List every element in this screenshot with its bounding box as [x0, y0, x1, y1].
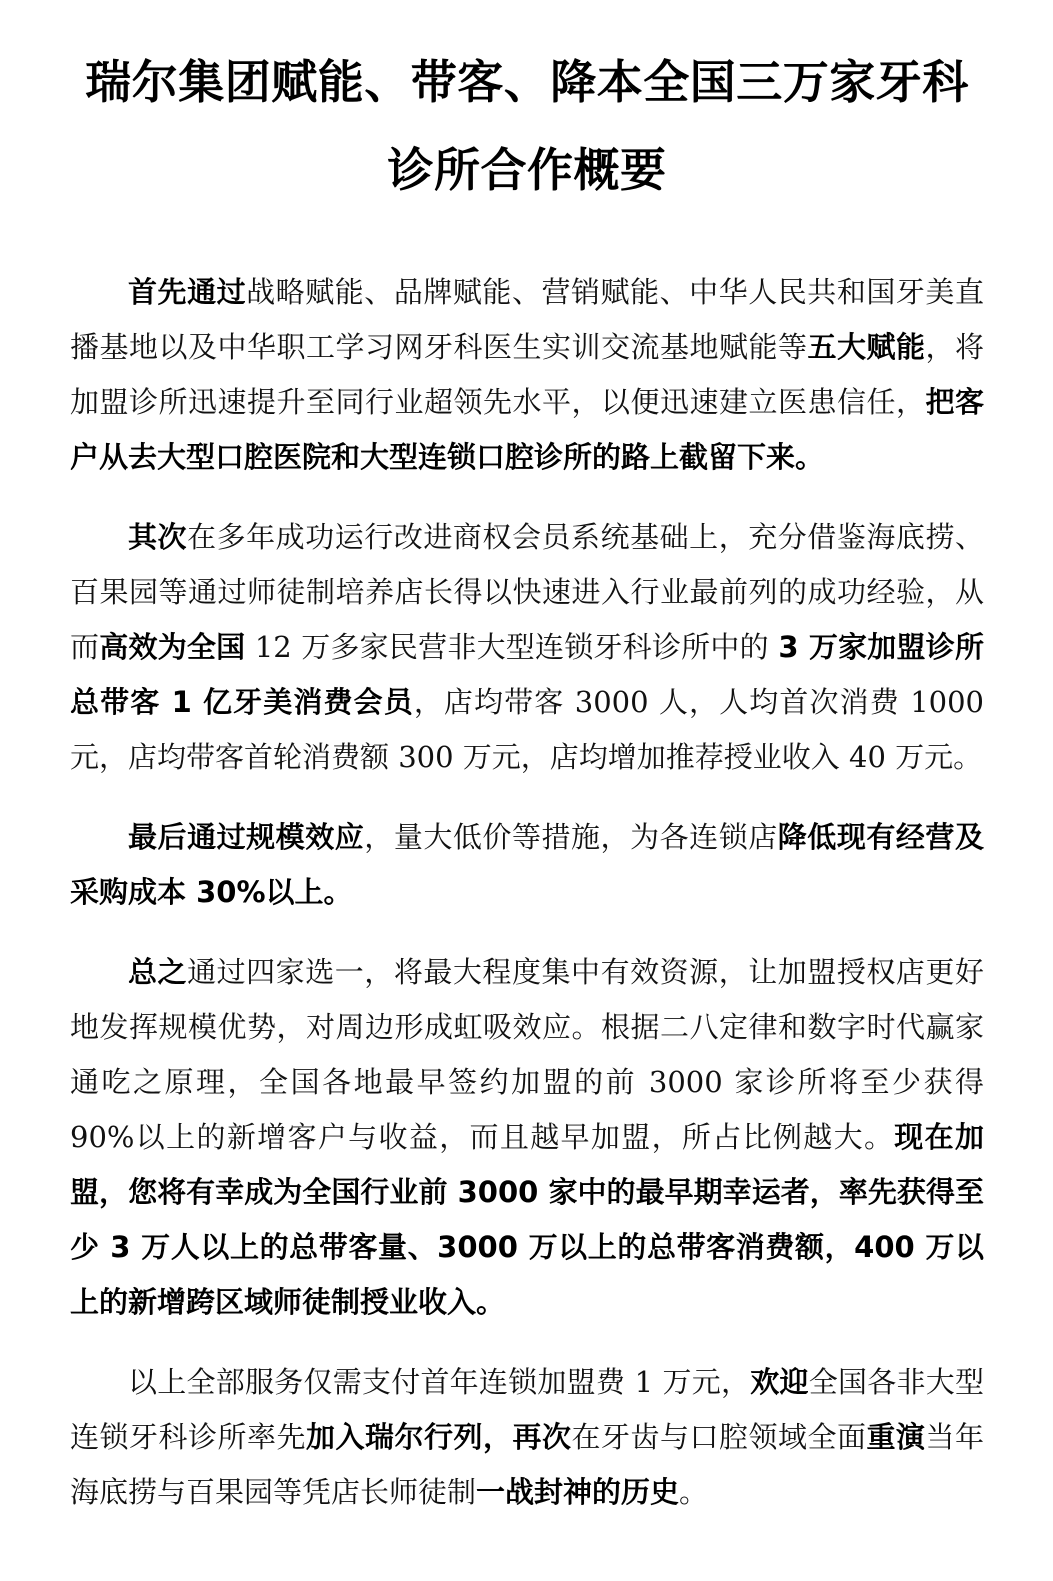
body-text: ，量大低价等措施，为各连锁店 [364, 820, 778, 854]
paragraph-summary [70, 945, 984, 1330]
emphasis-text: 首先通过 [128, 275, 247, 309]
emphasis-text: 最后通过规模效应 [128, 820, 365, 854]
emphasis-text: 高效为全国 [99, 630, 246, 664]
emphasis-text: 总之 [128, 955, 188, 989]
body-text: 12 万多家民营非大型连锁牙科诊所中的 [245, 630, 779, 664]
title-line-1: 瑞尔集团赋能、带客、降本全国三万家牙科 [85, 55, 969, 109]
body-text: 当年海底捞与百果园等凭店长师徒制 [70, 1420, 984, 1509]
paragraph-empowerment [70, 265, 984, 485]
emphasis-text: 一战封神的历史 [476, 1475, 680, 1509]
emphasis-text: 五大赋能 [807, 330, 926, 364]
body-text: 战略赋能、品牌赋能、营销赋能、中华人民共和国牙美直播基地以及中华职工学习网牙科医生实训交流基地赋能等 [70, 275, 984, 364]
emphasis-text: 欢迎 [750, 1365, 809, 1399]
title-line-2: 诊所合作概要 [387, 143, 667, 197]
emphasis-text: 3 万家加盟诊所总带客 1 亿牙美消费会员 [70, 630, 984, 719]
document-title [70, 38, 984, 214]
body-text: ，店均带客 3000 人，人均首次消费 1000 元，店均带客首轮消费额 300 万元，店均增加推荐授业收入 40 万元。 [70, 685, 984, 774]
emphasis-text: 加入瑞尔行列，再次 [305, 1420, 572, 1454]
body-text: 在多年成功运行改进商权会员系统基础上，充分借鉴海底捞、百果园等通过师徒制培养店长得以快速进入行业最前列的成功经验，从而 [70, 520, 984, 664]
emphasis-text: 降低现有经营及采购成本 30%以上。 [70, 820, 984, 909]
paragraph-invitation [70, 1355, 984, 1520]
emphasis-text: 把客户从去大型口腔医院和大型连锁口腔诊所的路上截留下来。 [70, 385, 984, 474]
emphasis-text: 现在加盟，您将有幸成为全国行业前 3000 家中的最早期幸运者，率先获得至少 3 万人以上的总带客量、3000 万以上的总带客消费额，400 万以上的新增跨区域师徒制授业收入。 [70, 1120, 984, 1319]
document-page [70, 38, 984, 1520]
paragraph-cost-reduction [70, 810, 984, 920]
emphasis-text: 重演 [866, 1420, 926, 1454]
paragraph-customer-flow [70, 510, 984, 785]
body-text: 在牙齿与口腔领域全面 [571, 1420, 867, 1454]
body-text: 全国各非大型连锁牙科诊所率先 [70, 1365, 984, 1454]
emphasis-text: 其次 [128, 520, 188, 554]
body-text: 通过四家选一，将最大程度集中有效资源，让加盟授权店更好地发挥规模优势，对周边形成虹吸效应。根据二八定律和数字时代赢家通吃之原理，全国各地最早签约加盟的前 3000 家诊所将至少获得 90%以上的新增客户与收益，而且越早加盟，所占比例越大。 [70, 955, 984, 1154]
body-text: ，将加盟诊所迅速提升至同行业超领先水平，以便迅速建立医患信任， [70, 330, 984, 419]
body-text: 以上全部服务仅需支付首年连锁加盟费 1 万元， [128, 1365, 751, 1399]
body-text: 。 [679, 1475, 709, 1509]
